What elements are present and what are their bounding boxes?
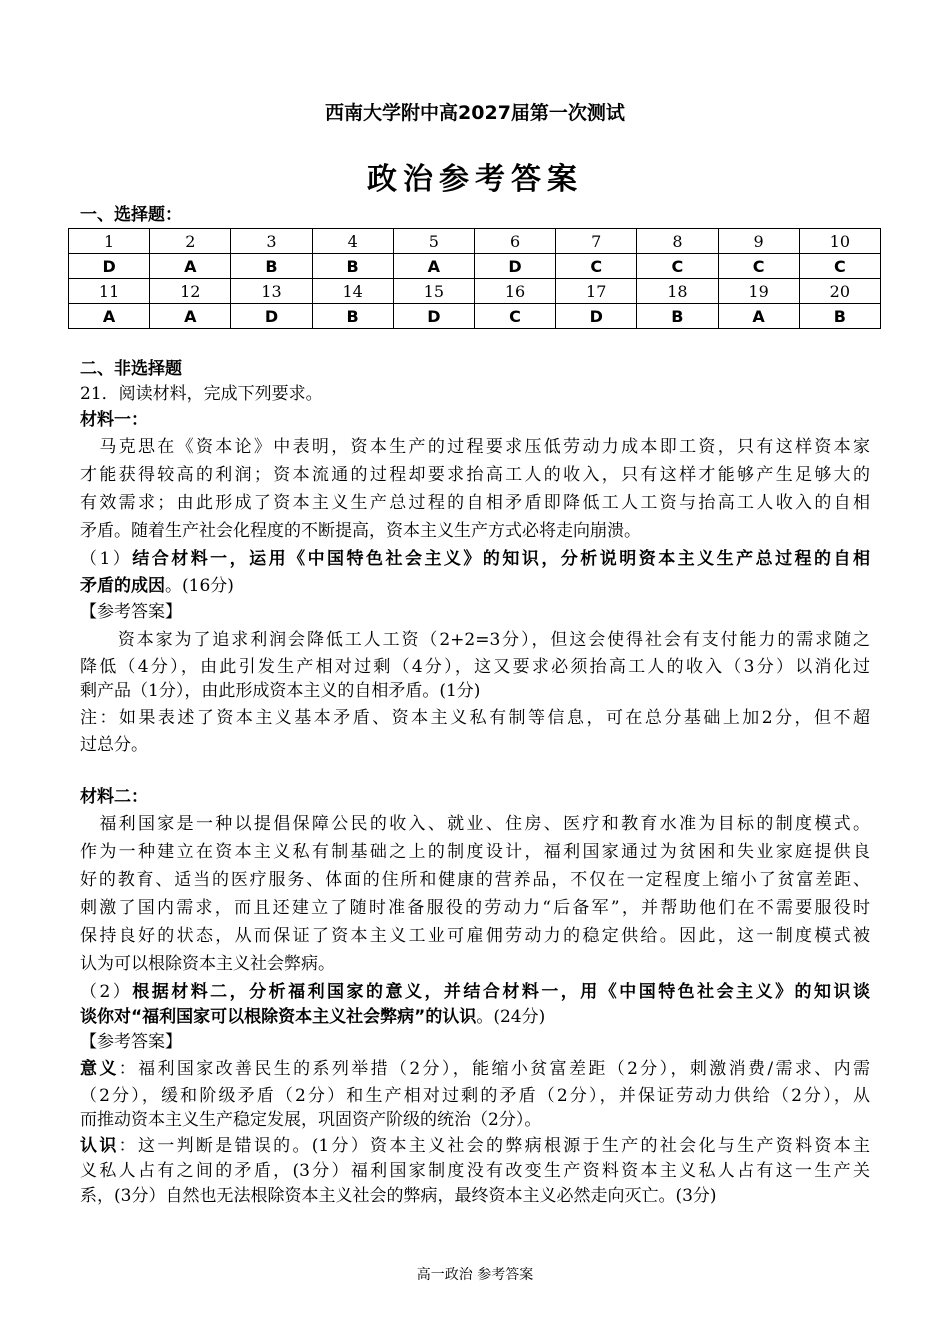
answer-cell: B <box>799 304 880 329</box>
line-text: ：这一判断是错误的。(1分）资本主义社会的弊病根源于生产的社会化与生产资料资本主 <box>118 1136 871 1156</box>
label: 认识 <box>80 1136 119 1156</box>
text-line <box>80 1160 870 1182</box>
text-line <box>80 464 870 486</box>
line-text: 注：如果表述了资本主义基本矛盾、资本主义私有制等信息，可在总分基础上加2分，但不超 <box>80 708 870 728</box>
text-line <box>80 1058 870 1080</box>
answer-cell: D <box>231 304 312 329</box>
text-line <box>80 925 870 947</box>
answer-cell: A <box>150 254 231 279</box>
line-text: （2分），缓和阶级矛盾（2分）和生产相对过剩的矛盾（2分），并保证劳动力供给（2分），从 <box>80 1086 870 1106</box>
answer-cell: D <box>556 304 637 329</box>
text-line <box>80 1109 870 1131</box>
text-line <box>80 1185 870 1207</box>
answer-table <box>68 228 881 329</box>
q1-number: （1） <box>80 549 133 569</box>
material2-label: 材料二： <box>80 787 148 807</box>
q2-text: 根据材料二，分析福利国家的意义，并结合材料一，用《中国特色社会主义》的知识谈 <box>132 982 870 1002</box>
text-line <box>80 813 870 835</box>
question-number-cell: 11 <box>69 279 150 304</box>
line-text: 保持良好的状态，从而保证了资本主义工业可雇佣劳动力的稳定供给。因此，这一制度模式被 <box>80 926 870 946</box>
answer-cell: C <box>474 304 555 329</box>
material1-label: 材料一： <box>80 410 148 430</box>
line-text: 资本家为了追求利润会降低工人工资（2+2=3分），但这会使得社会有支付能力的需求随之 <box>80 630 870 650</box>
line-text: 而推动资本主义生产稳定发展，巩固资产阶级的统治（2分）。 <box>80 1110 542 1130</box>
question-number-cell: 14 <box>312 279 393 304</box>
text-line <box>80 953 870 975</box>
q1-text: 结合材料一，运用《中国特色社会主义》的知识，分析说明资本主义生产总过程的自相 <box>132 549 870 569</box>
question-number-cell: 13 <box>231 279 312 304</box>
doc-title: 政治参考答案 <box>367 162 583 197</box>
answer-row <box>69 304 881 329</box>
section2-heading: 二、非选择题 <box>80 359 182 379</box>
text-line <box>80 841 870 863</box>
line-text: 过总分。 <box>80 735 148 755</box>
question-number-cell: 20 <box>799 279 880 304</box>
line-text: ：福利国家改善民生的系列举措（2分），能缩小贫富差距（2分），刺激消费/需求、内需 <box>118 1059 871 1079</box>
question-number-cell: 15 <box>393 279 474 304</box>
text-line <box>80 680 870 702</box>
line-text: 作为一种建立在资本主义私有制基础之上的制度设计，福利国家通过为贫困和失业家庭提供良 <box>80 842 870 862</box>
text-line <box>80 629 870 651</box>
question-number-cell: 19 <box>718 279 799 304</box>
line-text: 马克思在《资本论》中表明，资本生产的过程要求压低劳动力成本即工资，只有这样资本家 <box>80 437 870 457</box>
line-text: 义私人占有之间的矛盾，(3分）福利国家制度没有改变生产资料资本主义私人占有这一生产关 <box>80 1161 870 1181</box>
answer-cell: D <box>69 254 150 279</box>
question-number-cell: 5 <box>393 229 474 254</box>
answer-cell: A <box>150 304 231 329</box>
line-text: 福利国家是一种以提倡保障公民的收入、就业、住房、医疗和教育水准为目标的制度模式。 <box>80 814 870 834</box>
text-line <box>80 734 870 756</box>
text-line <box>80 436 870 458</box>
text-line <box>80 1135 870 1157</box>
q1-line1 <box>80 548 870 570</box>
answer-cell: C <box>637 254 718 279</box>
question-number-row <box>69 229 881 254</box>
answer-cell: A <box>393 254 474 279</box>
answer-cell: D <box>474 254 555 279</box>
text-line <box>80 707 870 729</box>
page-footer: 高一政治 参考答案 <box>416 1267 534 1283</box>
question-number-cell: 4 <box>312 229 393 254</box>
question-number-cell: 12 <box>150 279 231 304</box>
line-text: 剩产品（1分），由此形成资本主义的自相矛盾。(1分) <box>80 681 481 701</box>
question-21: 21．阅读材料，完成下列要求。 <box>80 384 323 404</box>
line-text: 好的教育、适当的医疗服务、体面的住所和健康的营养品，不仅在一定程度上缩小了贫富差距、 <box>80 870 870 890</box>
answer-cell: C <box>799 254 880 279</box>
section1-heading: 一、选择题： <box>80 205 182 225</box>
question-number-cell: 6 <box>474 229 555 254</box>
q1-score: 。(16分) <box>165 576 234 596</box>
question-number-cell: 3 <box>231 229 312 254</box>
q2-text2: 谈你对“福利国家可以根除资本主义社会弊病”的认识 <box>80 1007 477 1027</box>
question-number-cell: 7 <box>556 229 637 254</box>
answer-cell: C <box>556 254 637 279</box>
answer-row <box>69 254 881 279</box>
line-text: 才能获得较高的利润；资本流通的过程却要求抬高工人的收入，只有这样才能够产生足够大的 <box>80 465 870 485</box>
question-number-cell: 1 <box>69 229 150 254</box>
answer-cell: B <box>312 304 393 329</box>
school-title: 西南大学附中高2027届第一次测试 <box>325 102 625 124</box>
question-number-cell: 8 <box>637 229 718 254</box>
text-line <box>80 656 870 678</box>
line-text: 降低（4分），由此引发生产相对过剩（4分），这又要求必须抬高工人的收入（3分）以消化过 <box>80 657 870 677</box>
text-line <box>80 1085 870 1107</box>
answer-cell: B <box>312 254 393 279</box>
text-line <box>80 869 870 891</box>
line-text: 有效需求；由此形成了资本主义生产总过程的自相矛盾即降低工人工资与抬高工人收入的自相 <box>80 493 870 513</box>
question-number-cell: 9 <box>718 229 799 254</box>
line-text: 认为可以根除资本主义社会弊病。 <box>80 954 335 974</box>
answer-cell: B <box>637 304 718 329</box>
q2-score: 。(24分) <box>476 1007 546 1027</box>
q2-line1 <box>80 981 870 1003</box>
ref-answer-label-2: 【参考答案】 <box>80 1032 182 1052</box>
q2-line2 <box>80 1006 870 1028</box>
q1-text2: 矛盾的成因 <box>80 576 165 596</box>
answer-cell: A <box>718 304 799 329</box>
answer-cell: D <box>393 304 474 329</box>
answer-cell: C <box>718 254 799 279</box>
question-number-row <box>69 279 881 304</box>
q2-number: （2） <box>80 982 133 1002</box>
question-number-cell: 17 <box>556 279 637 304</box>
question-number-cell: 10 <box>799 229 880 254</box>
label: 意义 <box>80 1059 119 1079</box>
q1-line2 <box>80 575 870 597</box>
line-text: 矛盾。随着生产社会化程度的不断提高，资本主义生产方式必将走向崩溃。 <box>80 521 641 541</box>
question-number-cell: 16 <box>474 279 555 304</box>
text-line <box>80 897 870 919</box>
text-line <box>80 520 870 542</box>
answer-cell: B <box>231 254 312 279</box>
question-number-cell: 18 <box>637 279 718 304</box>
text-line <box>80 492 870 514</box>
question-number-cell: 2 <box>150 229 231 254</box>
ref-answer-label: 【参考答案】 <box>80 602 182 622</box>
answer-cell: A <box>69 304 150 329</box>
line-text: 系，(3分）自然也无法根除资本主义社会的弊病，最终资本主义必然走向灭亡。(3分) <box>80 1186 717 1206</box>
line-text: 刺激了国内需求，而且还建立了随时准备服役的劳动力“后备军”，并帮助他们在不需要服役时 <box>80 898 870 918</box>
